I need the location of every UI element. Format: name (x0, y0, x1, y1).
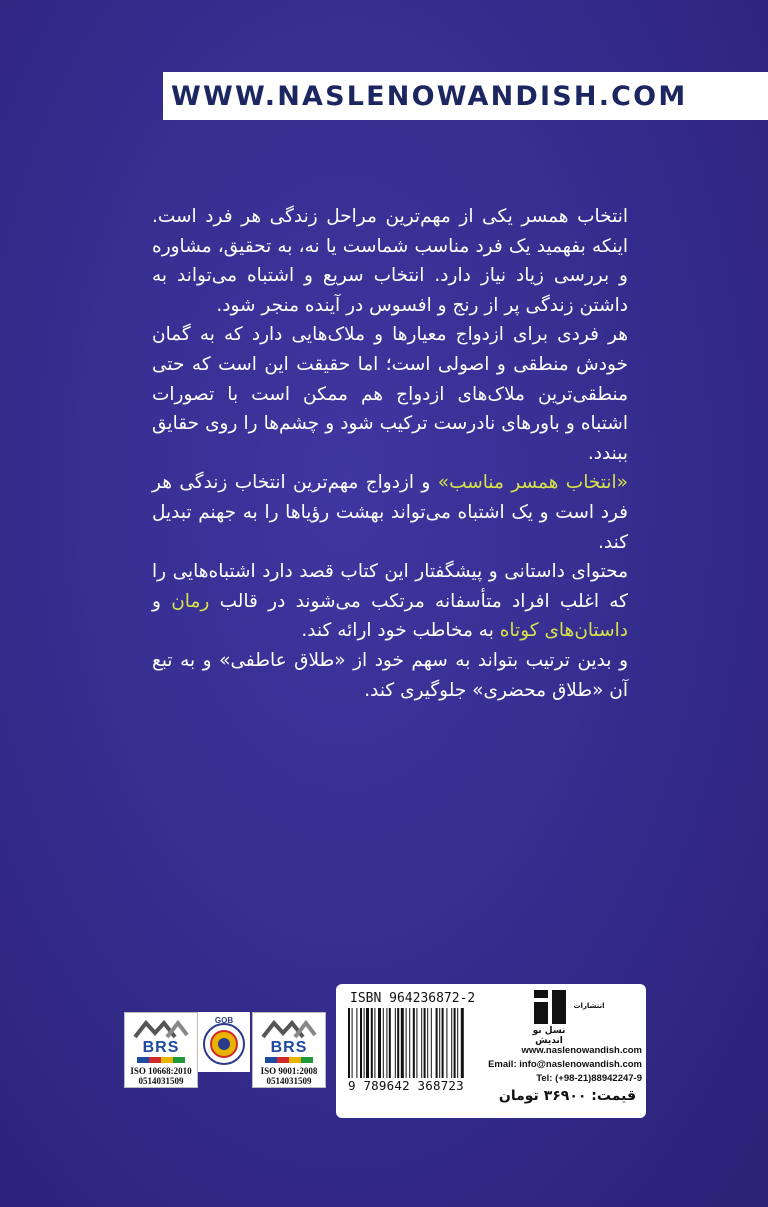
blurb-text: محتوای داستانی و پیشگفتار این کتاب قصد دارد اشتباه‌هایی را که اغلب افراد متأسفانه مرتکب می‌شوند در قالب (152, 561, 628, 612)
brs-color-bars (265, 1057, 313, 1063)
blurb-paragraph-5: و بدین ترتیب بتواند به سهم خود از «طلاق عاطفی» و به تبع آن «طلاق محضری» جلوگیری کند. (152, 649, 628, 701)
iso-standard: ISO 9001:2008 (260, 1066, 318, 1076)
blurb-paragraph-1: انتخاب همسر یکی از مهم‌ترین مراحل زندگی هر فرد است. اینکه بفهمید یک فرد مناسب شماست یا نه، به تحقیق، مشاوره و بررسی زیاد نیاز دارد. انتخاب سریع و اشتباه می‌تواند به داشتن زندگی پر از رنج و افسوس در آینده منجر شود. (152, 206, 628, 316)
publisher-website: www.naslenowandish.com (521, 1045, 642, 1056)
publisher-logo-icon (530, 988, 570, 1026)
website-banner (163, 72, 768, 120)
back-cover-blurb (152, 202, 628, 705)
publisher-phone: Tel: (+98-21)88942247-9 (536, 1073, 642, 1084)
blurb-highlight-short-stories: داستان‌های کوتاه (499, 620, 628, 642)
isbn-label: ISBN 964236872-2 (350, 991, 476, 1006)
barcode-icon (348, 1008, 496, 1078)
blurb-text: و (152, 590, 172, 612)
isbn-publisher-panel (336, 984, 646, 1118)
iso-standard: ISO 10668:2010 (130, 1066, 192, 1076)
blurb-text: به مخاطب خود ارائه کند. (301, 620, 500, 642)
gob-seal-icon (198, 1012, 250, 1072)
blurb-highlight-novel: رمان (171, 590, 210, 612)
brs-mark-text: BRS (142, 1039, 180, 1056)
isbn-digits: 9 789642 368723 (348, 1078, 464, 1093)
brs-mark-text: BRS (270, 1039, 308, 1056)
blurb-paragraph-4 (152, 557, 628, 646)
brs-logo-icon (261, 1019, 317, 1039)
blurb-text: و ازدواج مهم‌ترین انتخاب زندگی هر فرد است و یک اشتباه می‌تواند بهشت رؤیاها را به جهنم تبدیل کند. (152, 472, 628, 553)
book-price: قیمت: ۳۶۹۰۰ تومان (498, 1088, 636, 1104)
blurb-highlight-title: «انتخاب همسر مناسب» (437, 472, 628, 494)
publisher-name: نسل نو اندیش (532, 1026, 566, 1046)
certificate-code: 0514031509 (266, 1076, 312, 1086)
website-url: WWW.NASLENOWANDISH.COM (171, 80, 688, 112)
gob-seal-text: GOB (214, 1016, 234, 1025)
brs-logo-icon (133, 1019, 189, 1039)
brs-certificate-iso-10668 (124, 1012, 198, 1088)
publisher-email: Email: info@naslenowandish.com (488, 1059, 642, 1070)
brs-certificate-iso-9001 (252, 1012, 326, 1088)
blurb-paragraph-2: هر فردی برای ازدواج معیارها و ملاک‌هایی دارد که به گمان خودش منطقی و اصولی است؛ اما حقیقت این است که حتی منطقی‌ترین ملاک‌های ازدواج هم ممکن است با تصورات اشتباه و باورهای نادرست ترکیب شود و چشم‌ها را روی حقایق ببندد. (152, 324, 628, 464)
certificate-code: 0514031509 (138, 1076, 184, 1086)
blurb-paragraph-3 (152, 468, 628, 557)
brs-color-bars (137, 1057, 185, 1063)
publisher-label: انتشارات (573, 1002, 605, 1010)
